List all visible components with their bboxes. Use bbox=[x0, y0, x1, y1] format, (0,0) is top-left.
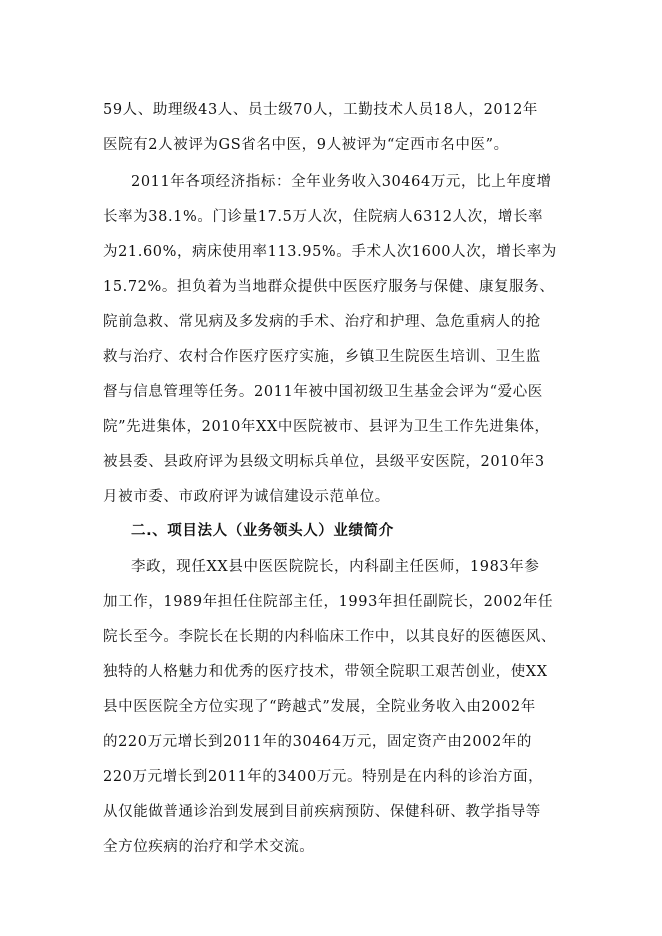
text-line-economy-10: 月被市委、市政府评为诚信建设示范单位。 bbox=[103, 489, 390, 505]
text-line-leader-1: 李政，现任XX县中医医院院长，内科副主任医师，1983年参 bbox=[131, 559, 540, 575]
section-heading: 二.、项目法人（业务领头人）业绩简介 bbox=[131, 523, 394, 539]
text-line-leader-9: 全方位疾病的治疗和学术交流。 bbox=[103, 839, 315, 855]
text-line-economy-7: 督与信息管理等任务。2011年被中国初级卫生基金会评为“爱心医 bbox=[103, 384, 543, 400]
text-line-economy-6: 救与治疗、农村合作医疗医疗实施，乡镇卫生院医生培训、卫生监 bbox=[103, 349, 541, 365]
text-line-leader-6: 的220万元增长到2011年的30464万元，固定资产由2002年的 bbox=[103, 734, 533, 750]
text-line-economy-2: 长率为38.1%。门诊量17.5万人次，住院病人6312人次，增长率 bbox=[103, 209, 544, 225]
text-line-leader-5: 县中医医院全方位实现了“跨越式”发展，全院业务收入由2002年 bbox=[103, 699, 536, 715]
text-line-leader-7: 220万元增长到2011年的3400万元。特别是在内科的诊治方面， bbox=[103, 769, 544, 785]
text-line-leader-8: 从仅能做普通诊治到发展到目前疾病预防、保健科研、教学指导等 bbox=[103, 804, 541, 820]
text-line-economy-3: 为21.60%，病床使用率113.95%。手术人次1600人次，增长率为 bbox=[103, 244, 557, 260]
text-line-economy-4: 15.72%。担负着为当地群众提供中医医疗服务与保健、康复服务、 bbox=[103, 279, 555, 295]
text-line-economy-9: 被县委、县政府评为县级文明标兵单位，县级平安医院，2010年3 bbox=[103, 454, 545, 470]
text-line-economy-1: 2011年各项经济指标：全年业务收入30464万元，比上年度增 bbox=[131, 174, 552, 190]
text-line-leader-4: 独特的人格魅力和优秀的医疗技术，带领全院职工艰苦创业，使XX bbox=[103, 664, 548, 680]
text-line-staff-2: 医院有2人被评为GS省名中医，9人被评为“定西市名中医”。 bbox=[103, 137, 509, 153]
text-line-economy-5: 院前急救、常见病及多发病的手术、治疗和护理、急危重病人的抢 bbox=[103, 314, 541, 330]
text-line-economy-8: 院”先进集体，2010年XX中医院被市、县评为卫生工作先进集体， bbox=[103, 419, 550, 435]
text-line-staff-1: 59人、助理级43人、员士级70人，工勤技术人员18人，2012年 bbox=[103, 102, 539, 118]
text-line-leader-2: 加工作，1989年担任住院部主任，1993年担任副院长，2002年任 bbox=[103, 594, 554, 610]
text-line-leader-3: 院长至今。李院长在长期的内科临床工作中，以其良好的医德医风、 bbox=[103, 629, 556, 645]
